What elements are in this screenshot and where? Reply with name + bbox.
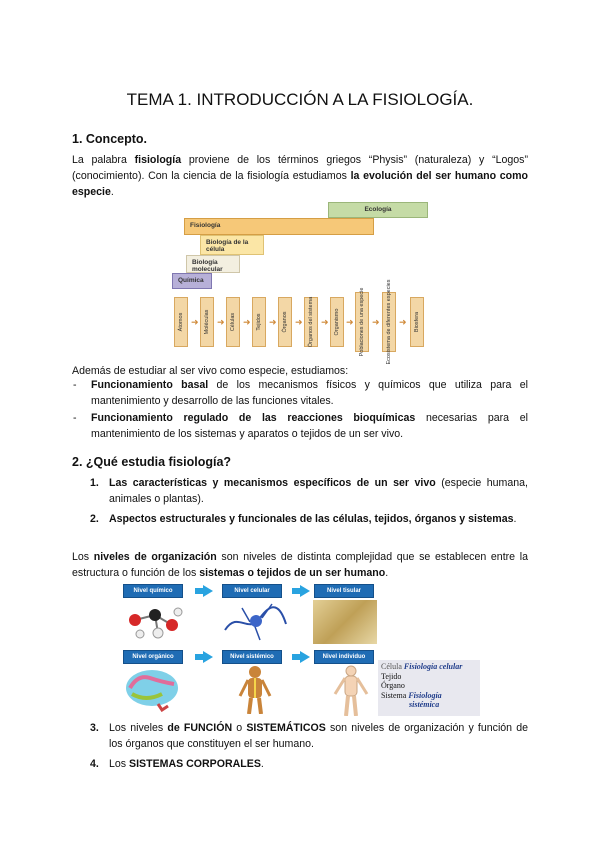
more-numbered-list (90, 721, 528, 778)
biologia-celula-bar: Biología de la célula (200, 235, 264, 255)
nivel-sistemico-label: Nivel sistémico (222, 650, 282, 664)
section-2-heading: 2. ¿Qué estudia fisiología? (72, 455, 232, 469)
arrow-right-icon (203, 585, 213, 597)
list-item: - Funcionamiento regulado de las reacciones bioquímicas necesarias para el mantenimiento de los sistemas y aparatos o tejidos de un ser vivo. (72, 411, 528, 442)
list-item: 2. Aspectos estructurales y funcionales de las células, tejidos, órganos y sistemas. (90, 513, 517, 525)
tissue-image (313, 600, 377, 644)
step-organos: Órganos (278, 297, 292, 347)
step-poblaciones: Poblaciones de una especie (355, 292, 369, 352)
study-numbered-list (90, 476, 528, 533)
arrow-icon: ➜ (243, 317, 251, 327)
arrow-icon: ➜ (372, 317, 380, 327)
nivel-individuo-label: Nivel individuo (314, 650, 374, 664)
arrow-right-icon (300, 585, 310, 597)
study-list (72, 378, 528, 444)
page-title: TEMA 1. INTRODUCCIÓN A LA FISIOLOGÍA. (126, 90, 474, 109)
human-body-icon (326, 664, 376, 716)
step-atomos: Átomos (174, 297, 188, 347)
ecologia-bar: Ecología (328, 202, 428, 218)
arrow-icon: ➜ (295, 317, 303, 327)
body-system-icon (230, 664, 280, 714)
section-1-heading: 1. Concepto. (72, 132, 148, 146)
step-ecosistema: Ecosistema de diferentes especies (382, 292, 396, 352)
quimica-bar: Química (172, 273, 212, 289)
nivel-celular-label: Nivel celular (222, 584, 282, 598)
arrow-right-icon (203, 651, 213, 663)
list-item: 3. Los niveles de FUNCIÓN o SISTEMÁTICOS son niveles de organización y función de los órganos que constituyen el ser humano. (90, 722, 529, 750)
neuron-icon (220, 600, 290, 644)
levels-paragraph: Los niveles de organización son niveles de distinta complejidad que se establecen entre la estructura o función de los sistemas o tejidos de un ser humano. (72, 551, 528, 579)
section-1-paragraph: La palabra fisiología proviene de los términos griegos “Physis” (naturaleza) y “Logos” (conocimiento). Con la ciencia de la fisiología estudiamos la evolución del ser humano como especie. (72, 154, 528, 198)
step-organismo: Organismo (330, 297, 344, 347)
nivel-organico-label: Nivel orgánico (123, 650, 183, 664)
list-item: 4. Los SISTEMAS CORPORALES. (90, 758, 264, 770)
intro-paragraph: Además de estudiar al ser vivo como especie, estudiamos: (72, 365, 349, 377)
arrow-icon: ➜ (217, 317, 225, 327)
step-celulas: Células (226, 297, 240, 347)
arrow-icon: ➜ (399, 317, 407, 327)
arrow-icon: ➜ (269, 317, 277, 327)
list-item: - Funcionamiento basal de los mecanismos físicos y químicos que utiliza para el mantenimiento y desarrollo de las funciones vitales. (72, 378, 528, 409)
physiology-legend: Célula Fisiología celular Tejido Órgano Sistema Fisiología sistémica (378, 660, 480, 716)
arrow-right-icon (300, 651, 310, 663)
step-biosfera: Biosfera (410, 297, 424, 347)
nivel-tisular-label: Nivel tisular (314, 584, 374, 598)
arrow-icon: ➜ (321, 317, 329, 327)
arrow-icon: ➜ (191, 317, 199, 327)
step-moleculas: Moléculas (200, 297, 214, 347)
brain-icon (122, 666, 186, 712)
biologia-molecular-bar: Biología molecular (186, 255, 240, 273)
fisiologia-bar: Fisiología (184, 218, 374, 235)
step-tejidos: Tejidos (252, 297, 266, 347)
list-item: 1. Las características y mecanismos específicos de un ser vivo (especie humana, animales o plantas). (90, 477, 528, 505)
step-organos-sistema: Órganos del sistema (304, 297, 318, 347)
nivel-quimico-label: Nivel químico (123, 584, 183, 598)
molecule-icon (120, 600, 190, 642)
arrow-icon: ➜ (346, 317, 354, 327)
